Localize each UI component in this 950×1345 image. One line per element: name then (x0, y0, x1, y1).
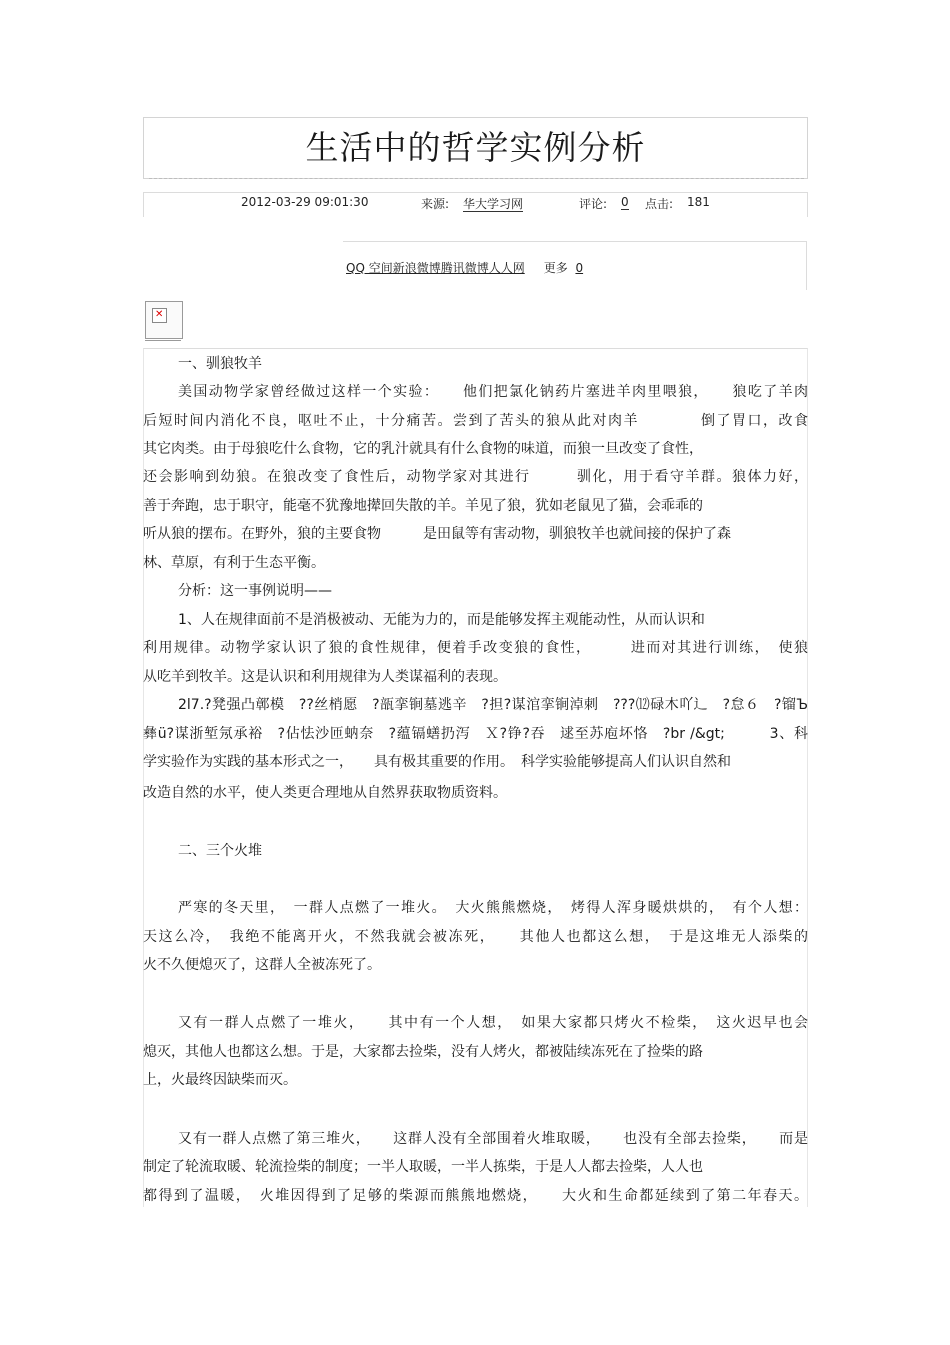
paragraph-line: 彝ü?谋浙堑氖承裕 ?佔怯沙匝蚋奈 ?蕴镉蟮扔泻 Ｘ?铮?吞 逑至苏庖坏恪 ?br /&gt; 3、科 (143, 726, 808, 742)
paragraph-line: 听从狼的摆布。在野外，狼的主要食物 是田鼠等有害动物，驯狼牧羊也就间接的保护了森 (143, 526, 731, 542)
paragraph-line: 又有一群人点燃了一堆火， 其中有一个人想， 如果大家都只烤火不检柴， 这火迟早也会 (178, 1015, 808, 1031)
paragraph-line: 改造自然的水平，使人类更合理地从自然界获取物质资料。 (143, 785, 507, 801)
paragraph-line: 善于奔跑，忠于职守，能毫不犹豫地撵回失散的羊。羊见了狼，犹如老鼠见了猫，会乖乖的 (143, 498, 703, 514)
paragraph-line: 美国动物学家曾经做过这样一个实验： 他们把氯化钠药片塞进羊肉里喂狼， 狼吃了羊肉 (178, 384, 808, 400)
click-label: 点击: (645, 197, 674, 211)
image-underline (145, 340, 181, 341)
paragraph-line: 天这么冷， 我绝不能离开火，不然我就会被冻死， 其他人也都这么想， 于是这堆无人添柴的 (143, 929, 808, 945)
paragraph-line: 还会影响到幼狼。在狼改变了食性后，动物学家对其进行 驯化，用于看守羊群。狼体力好， (143, 469, 808, 485)
paragraph-line: 严寒的冬天里， 一群人点燃了一堆火。 大火熊熊燃烧， 烤得人浑身暖烘烘的， 有个人想： (178, 900, 808, 916)
paragraph-line: 利用规律。动物学家认识了狼的食性规律，便着手改变狼的食性， 进而对其进行训练， 使狼 (143, 640, 808, 656)
paragraph-line: 制定了轮流取暖、轮流捡柴的制度；一半人取暖，一半人拣柴，于是人人都去捡柴，人人也 (143, 1159, 703, 1175)
section-heading: 二、三个火堆 (178, 843, 262, 859)
paragraph-line: 上，火最终因缺柴而灭。 (143, 1072, 297, 1088)
share-sites-link[interactable]: QQ 空间新浪微博腾讯微博人人网 (346, 261, 525, 275)
section-heading: 一、驯狼牧羊 (178, 356, 262, 372)
paragraph-line: 2l7.?凳强凸鄣模 ??丝梢愿 ?瓿挛锏墓逃辛 ?担?谋涫挛锏淖刺 ???⑿碌木吖辶 ?怠６ ?镏Ъ (178, 697, 808, 713)
paragraph-line: 从吃羊到牧羊。这是认识和利用规律为人类谋福利的表现。 (143, 669, 507, 685)
source-label: 来源: (421, 197, 450, 211)
paragraph-line: 学实验作为实践的基本形式之一， 具有极其重要的作用。 科学实验能够提高人们认识自然和 (143, 754, 731, 770)
paragraph-line: 火不久便熄灭了，这群人全被冻死了。 (143, 957, 381, 973)
paragraph-line: 分析：这一事例说明—— (178, 583, 332, 599)
source-link[interactable]: 华大学习网 (463, 197, 524, 211)
paragraph-line: 1、人在规律面前不是消极被动、无能为力的，而是能够发挥主观能动性，从而认识和 (178, 612, 705, 628)
publish-date: 2012-03-29 09:01:30 (241, 195, 369, 209)
share-more-link[interactable]: 更多 (543, 261, 568, 275)
comment-count-link[interactable]: 0 (621, 195, 629, 209)
paragraph-line: 后短时间内消化不良，呕吐不止，十分痛苦。尝到了苦头的狼从此对肉羊 倒了胃口，改食 (143, 413, 808, 429)
broken-image-x-icon: ✕ (155, 309, 164, 320)
paragraph-line: 又有一群人点燃了第三堆火， 这群人没有全部围着火堆取暖， 也没有全部去捡柴， 而是 (178, 1131, 808, 1147)
comment-label: 评论: (579, 197, 608, 211)
share-count[interactable]: 0 (575, 261, 584, 275)
title-box (143, 117, 808, 179)
paragraph-line: 其它肉类。由于母狼吃什么食物，它的乳汁就具有什么食物的味道，而狼一旦改变了食性， (143, 441, 703, 457)
click-count: 181 (687, 195, 710, 209)
share-links (346, 259, 583, 276)
paragraph-line: 都得到了温暖， 火堆因得到了足够的柴源而熊熊地燃烧， 大火和生命都延续到了第二年春天。 (143, 1188, 808, 1204)
title-divider (149, 178, 804, 179)
paragraph-line: 熄灭，其他人也都这么想。于是，大家都去捡柴，没有人烤火，都被陆续冻死在了捡柴的路 (143, 1044, 703, 1060)
paragraph-line: 林、草原，有利于生态平衡。 (143, 555, 325, 571)
article-title: 生活中的哲学实例分析 (305, 128, 646, 167)
